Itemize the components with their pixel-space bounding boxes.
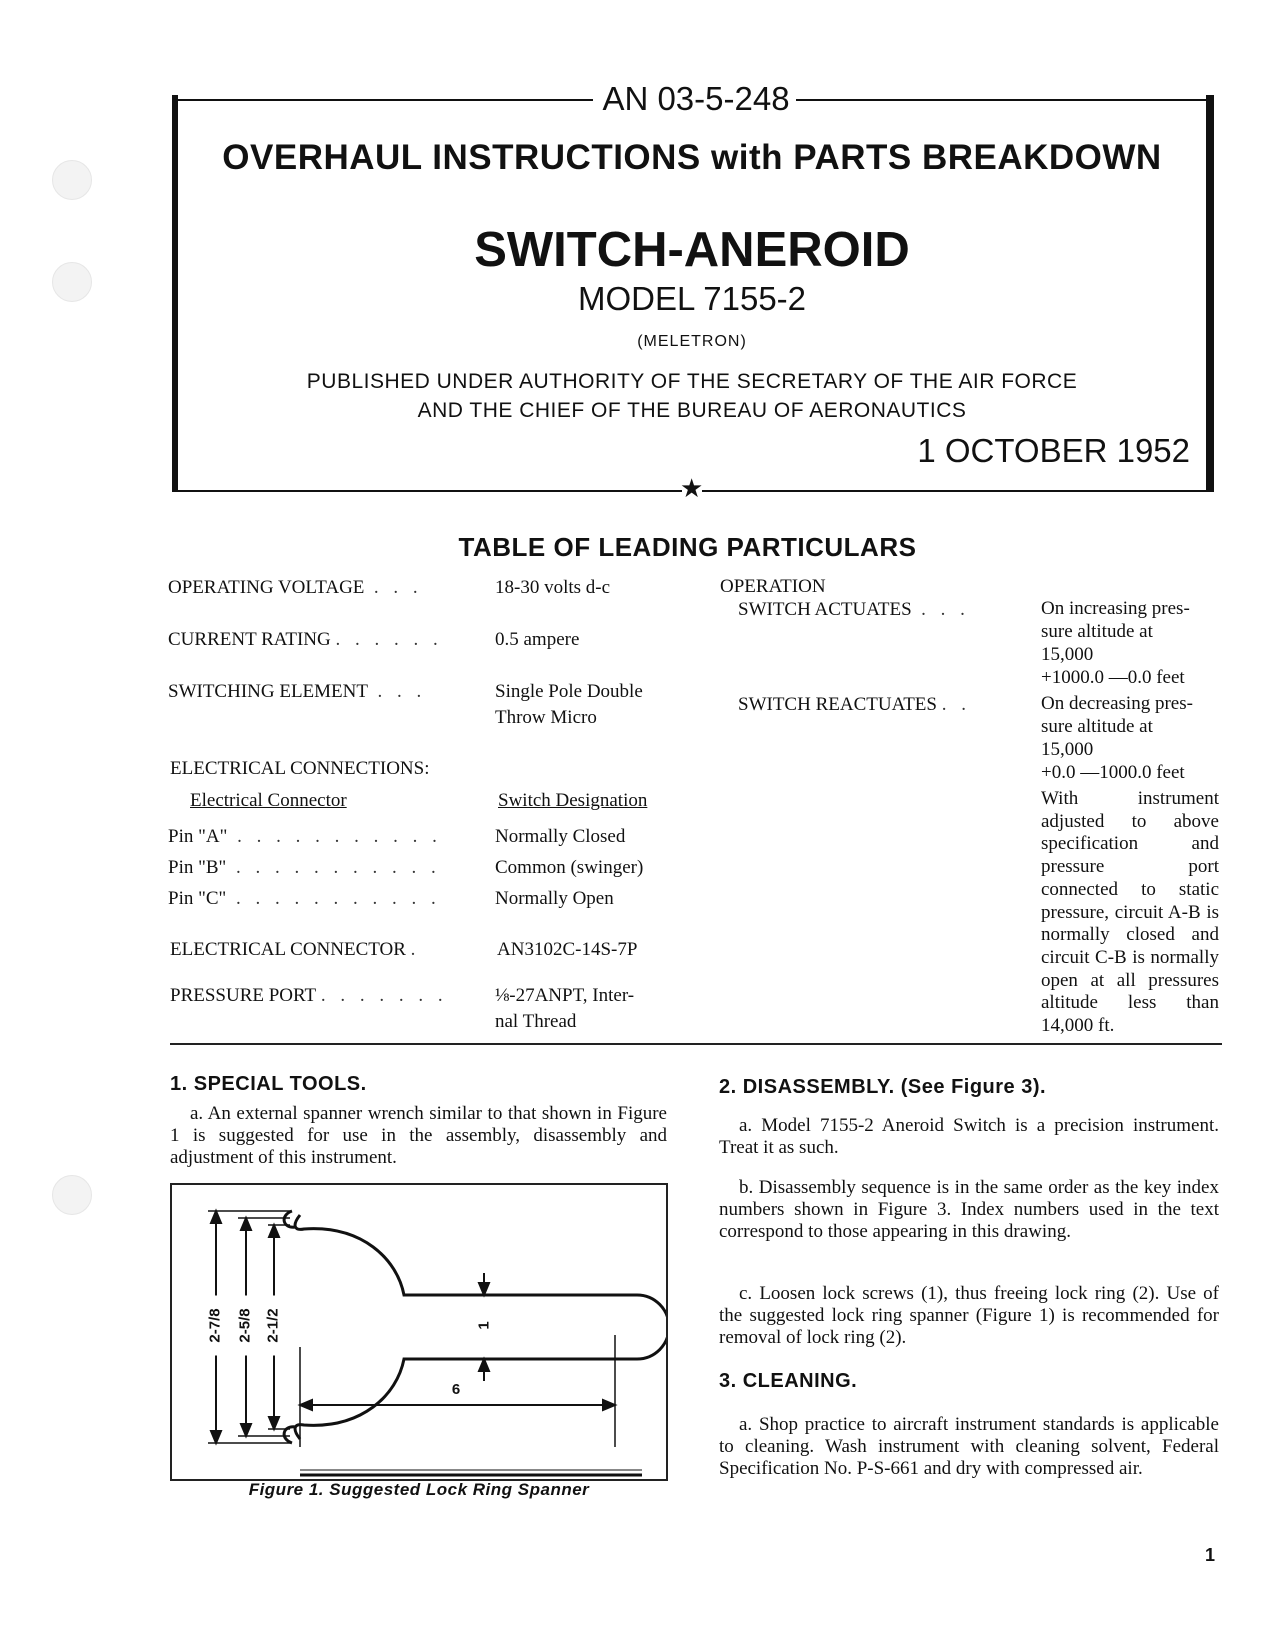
dimension-2-5-8: 2-5/8 [237, 1296, 254, 1356]
star-icon: ★ [680, 474, 704, 503]
section-3-heading: 3. CLEANING. [719, 1370, 858, 1392]
electrical-connector-label: ELECTRICAL CONNECTOR . [170, 939, 421, 960]
pin-row: Pin "A" . . . . . . . . . . . [168, 826, 442, 847]
designation-column-header: Switch Designation [498, 790, 648, 811]
punch-hole-bottom [52, 1175, 92, 1215]
electrical-connector-value: AN3102C-14S-7P [497, 939, 638, 960]
title-frame-bottom-left [178, 490, 682, 492]
section-3-paragraph-a: a. Shop practice to aircraft instrument standards is applicable to cleaning. Wash instrument with cleaning solvent, Federal Specification No. P-S-661 and dry with compressed air. [719, 1414, 1219, 1479]
manufacturer: (MELETRON) [637, 333, 747, 350]
document-title: OVERHAUL INSTRUCTIONS with PARTS BREAKDOWN [222, 138, 1162, 177]
leader-dots: . . . . . . . [320, 985, 448, 1006]
pin-row: Pin "C" . . . . . . . . . . . [168, 888, 441, 909]
leader-dots: . . . . . . . . . . . [226, 857, 441, 878]
switching-element-label: SWITCHING ELEMENT . . . [168, 681, 427, 702]
section-1-heading: 1. SPECIAL TOOLS. [170, 1073, 367, 1095]
dimension-2-1-2: 2-1/2 [265, 1296, 282, 1356]
operating-voltage-label: OPERATING VOLTAGE . . . [168, 577, 423, 598]
leader-dots: . . . [377, 681, 427, 702]
operation-label: OPERATION [720, 576, 826, 597]
switch-actuates-label: SWITCH ACTUATES . . . [738, 599, 970, 620]
section-divider [170, 1043, 1222, 1045]
title-frame-top-left [178, 99, 593, 101]
section-2-paragraph-a: a. Model 7155-2 Aneroid Switch is a precision instrument. Treat it as such. [719, 1115, 1219, 1158]
section-2-paragraph-b: b. Disassembly sequence is in the same order as the key index numbers shown in Figure 3. Index numbers used in the text correspond to those appearing in this drawing. [719, 1177, 1219, 1242]
figure-1-caption: Figure 1. Suggested Lock Ring Spanner [248, 1480, 590, 1499]
pin-row: Pin "B" . . . . . . . . . . . [168, 857, 441, 878]
connector-column-header: Electrical Connector [190, 790, 347, 811]
switch-reactuates-value: On decreasing pres- sure altitude at 15,000 +0.0 —1000.0 feet [1041, 693, 1193, 783]
dimension-2-7-8: 2-7/8 [207, 1296, 224, 1356]
switch-actuates-value: On increasing pres- sure altitude at 15,000 +1000.0 —0.0 feet [1041, 598, 1190, 688]
punch-hole-middle [52, 262, 92, 302]
switch-reactuates-label: SWITCH REACTUATES . . [738, 694, 971, 715]
dimension-length: 6 [444, 1381, 468, 1398]
pin-designation: Normally Closed [495, 826, 626, 847]
section-2-paragraph-c: c. Loosen lock screws (1), thus freeing lock ring (2). Use of the suggested lock ring spanner (Figure 1) is recommended for removal of lock ring (2). [719, 1283, 1219, 1348]
figure-1-frame [170, 1183, 668, 1481]
model-number: MODEL 7155-2 [577, 280, 807, 317]
current-rating-value: 0.5 ampere [495, 629, 580, 650]
publication-number: AN 03-5-248 [602, 80, 790, 117]
pressure-port-value: ⅛-27ANPT, Inter- nal Thread [495, 985, 635, 1032]
title-frame-right [1206, 95, 1214, 492]
operating-voltage-value: 18-30 volts d-c [495, 577, 611, 598]
authority-statement [178, 367, 1206, 425]
leader-dots: . . . [921, 599, 970, 620]
leader-dots: . . . . . . [335, 629, 443, 650]
page-number: 1 [1205, 1545, 1216, 1565]
leader-dots: . . . . . . . . . . . [227, 826, 442, 847]
operation-note: With instrument adjusted to above specification and pressure port connected to static pressure, circuit A-B is normally closed and circuit C-B is normally open at all pressures altitude less than 14,000 ft. [1041, 788, 1219, 1037]
authority-line-2: AND THE CHIEF OF THE BUREAU OF AERONAUTICS [417, 399, 967, 422]
publication-date: 1 OCTOBER 1952 [917, 432, 1190, 469]
section-2-heading: 2. DISASSEMBLY. (See Figure 3). [719, 1076, 1047, 1098]
authority-line-1: PUBLISHED UNDER AUTHORITY OF THE SECRETARY OF THE AIR FORCE [306, 370, 1078, 393]
electrical-connections-label: ELECTRICAL CONNECTIONS: [170, 758, 430, 779]
leader-dots: . . [941, 694, 971, 715]
punch-hole-top [52, 160, 92, 200]
pin-designation: Common (swinger) [495, 857, 644, 878]
subject-title: SWITCH-ANEROID [474, 223, 910, 277]
pressure-port-label: PRESSURE PORT . . . . . . . [170, 985, 448, 1006]
current-rating-label: CURRENT RATING . . . . . . [168, 629, 443, 650]
switching-element-value: Single Pole Double Throw Micro [495, 681, 643, 728]
title-frame-top-right [796, 99, 1206, 101]
leader-dots: . [410, 939, 421, 960]
title-frame-bottom-right [702, 490, 1206, 492]
particulars-title: TABLE OF LEADING PARTICULARS [458, 532, 917, 562]
leader-dots: . . . . . . . . . . . [226, 888, 441, 909]
pin-designation: Normally Open [495, 888, 614, 909]
dimension-handle-width: 1 [475, 1321, 493, 1330]
leader-dots: . . . [373, 577, 423, 598]
section-1-paragraph-a: a. An external spanner wrench similar to that shown in Figure 1 is suggested for use in the assembly, disassembly and adjustment of this instrument. [170, 1103, 667, 1168]
